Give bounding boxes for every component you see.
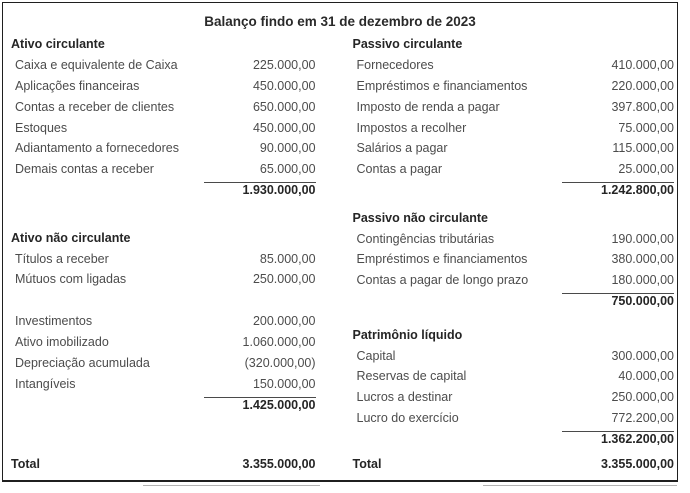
account-label: Mútuos com ligadas: [15, 272, 127, 287]
account-value: 3.355.000,00: [601, 456, 674, 471]
account-label: Contas a pagar de longo prazo: [356, 273, 529, 288]
account-value: 225.000,00: [252, 58, 316, 73]
section-title: Passivo não circulante: [352, 210, 488, 225]
account-label: Total: [352, 456, 382, 471]
account-value: 380.000,00: [611, 252, 674, 267]
account-row: [353, 76, 674, 97]
subtotal-row: [11, 180, 316, 201]
account-row: [353, 387, 674, 408]
account-row: [11, 352, 316, 373]
account-label: Contas a pagar: [356, 162, 442, 177]
section-header-row: [353, 207, 674, 228]
account-label: Caixa e equivalente de Caixa: [15, 58, 178, 73]
account-value: 650.000,00: [252, 99, 316, 114]
account-label: Fornecedores: [356, 58, 434, 73]
account-value: 1.060.000,00: [242, 334, 316, 349]
account-value: 220.000,00: [611, 78, 674, 93]
double-underline-left: [143, 485, 320, 486]
sheet-title: Balanço findo em 31 de dezembro de 2023: [204, 14, 476, 29]
spacer-row: [11, 415, 316, 454]
account-row: [353, 345, 674, 366]
account-label: Imposto de renda a pagar: [356, 99, 500, 114]
account-label: Títulos a receber: [15, 251, 109, 266]
section-title: Ativo circulante: [11, 37, 105, 52]
account-value: 1.242.800,00: [562, 182, 674, 197]
section-title: Passivo circulante: [352, 37, 463, 52]
account-row: [353, 228, 674, 249]
account-row: [353, 138, 674, 159]
account-value: 397.800,00: [611, 99, 674, 114]
account-row: [11, 311, 316, 332]
account-label: Salários a pagar: [356, 141, 448, 156]
account-value: 75.000,00: [618, 120, 674, 135]
account-label: Capital: [356, 348, 396, 363]
account-value: 85.000,00: [259, 251, 316, 266]
account-label: Intangíveis: [15, 376, 76, 391]
liabilities-column: [341, 34, 677, 475]
account-row: [353, 96, 674, 117]
account-label: Empréstimos e financiamentos: [356, 252, 528, 267]
total-row: [11, 454, 316, 475]
account-value: 40.000,00: [618, 369, 674, 384]
account-value: 90.000,00: [259, 141, 316, 156]
account-label: Contingências tributárias: [356, 231, 495, 246]
account-value: 65.000,00: [259, 162, 316, 177]
account-label: Lucros a destinar: [356, 390, 453, 405]
account-label: Depreciação acumulada: [15, 355, 150, 370]
total-row: [353, 453, 674, 474]
account-value: 1.362.200,00: [562, 431, 674, 446]
account-row: [353, 366, 674, 387]
account-value: 772.200,00: [611, 410, 674, 425]
account-label: Contas a receber de clientes: [15, 99, 175, 114]
spacer-row: [11, 290, 316, 311]
account-row: [353, 55, 674, 76]
account-row: [11, 269, 316, 290]
account-value: 750.000,00: [562, 293, 674, 308]
balance-sheet: [2, 2, 678, 482]
assets-column: [3, 34, 341, 475]
account-row: [11, 332, 316, 353]
account-value: 1.425.000,00: [204, 397, 316, 412]
account-label: Total: [11, 457, 40, 472]
account-label: Reservas de capital: [356, 369, 467, 384]
account-value: (320.000,00): [244, 355, 316, 370]
section-title: Patrimônio líquido: [352, 327, 463, 342]
account-value: 1.930.000,00: [204, 182, 316, 197]
account-label: Demais contas a receber: [15, 162, 154, 177]
account-row: [353, 270, 674, 291]
account-value: 450.000,00: [252, 120, 316, 135]
account-row: [11, 248, 316, 269]
account-label: Aplicações financeiras: [15, 78, 140, 93]
spacer-row: [11, 200, 316, 227]
account-row: [11, 138, 316, 159]
account-row: [353, 117, 674, 138]
sheet-columns: [3, 34, 677, 475]
account-row: [353, 249, 674, 270]
section-title: Ativo não circulante: [11, 230, 131, 245]
account-row: [353, 159, 674, 180]
account-label: Investimentos: [15, 314, 93, 329]
account-label: Estoques: [15, 120, 68, 135]
account-row: [11, 76, 316, 97]
account-value: 150.000,00: [252, 376, 316, 391]
account-value: 410.000,00: [611, 58, 674, 73]
account-value: 180.000,00: [611, 273, 674, 288]
subtotal-row: [353, 291, 674, 312]
account-value: 115.000,00: [612, 141, 674, 156]
section-header-row: [11, 227, 316, 248]
account-row: [11, 55, 316, 76]
account-value: 25.000,00: [618, 162, 674, 177]
double-underline-right: [483, 485, 677, 486]
spacer-row: [353, 311, 674, 324]
account-row: [11, 117, 316, 138]
account-row: [11, 159, 316, 180]
section-header-row: [353, 324, 674, 345]
account-row: [11, 373, 316, 394]
account-label: Adiantamento a fornecedores: [15, 141, 179, 156]
account-label: Empréstimos e financiamentos: [356, 78, 528, 93]
account-value: 3.355.000,00: [242, 457, 316, 472]
subtotal-row: [11, 394, 316, 415]
account-value: 250.000,00: [611, 390, 674, 405]
section-header-row: [11, 34, 316, 55]
account-row: [11, 96, 316, 117]
account-label: Impostos a recolher: [356, 120, 467, 135]
spacer-row: [353, 200, 674, 207]
account-value: 190.000,00: [611, 231, 674, 246]
subtotal-row: [353, 180, 674, 201]
account-value: 300.000,00: [611, 348, 674, 363]
section-header-row: [353, 34, 674, 55]
subtotal-row: [353, 428, 674, 449]
account-value: 200.000,00: [252, 314, 316, 329]
account-label: Ativo imobilizado: [15, 334, 109, 349]
account-row: [353, 408, 674, 429]
account-value: 250.000,00: [252, 272, 316, 287]
account-label: Lucro do exercício: [356, 410, 459, 425]
account-value: 450.000,00: [252, 78, 316, 93]
